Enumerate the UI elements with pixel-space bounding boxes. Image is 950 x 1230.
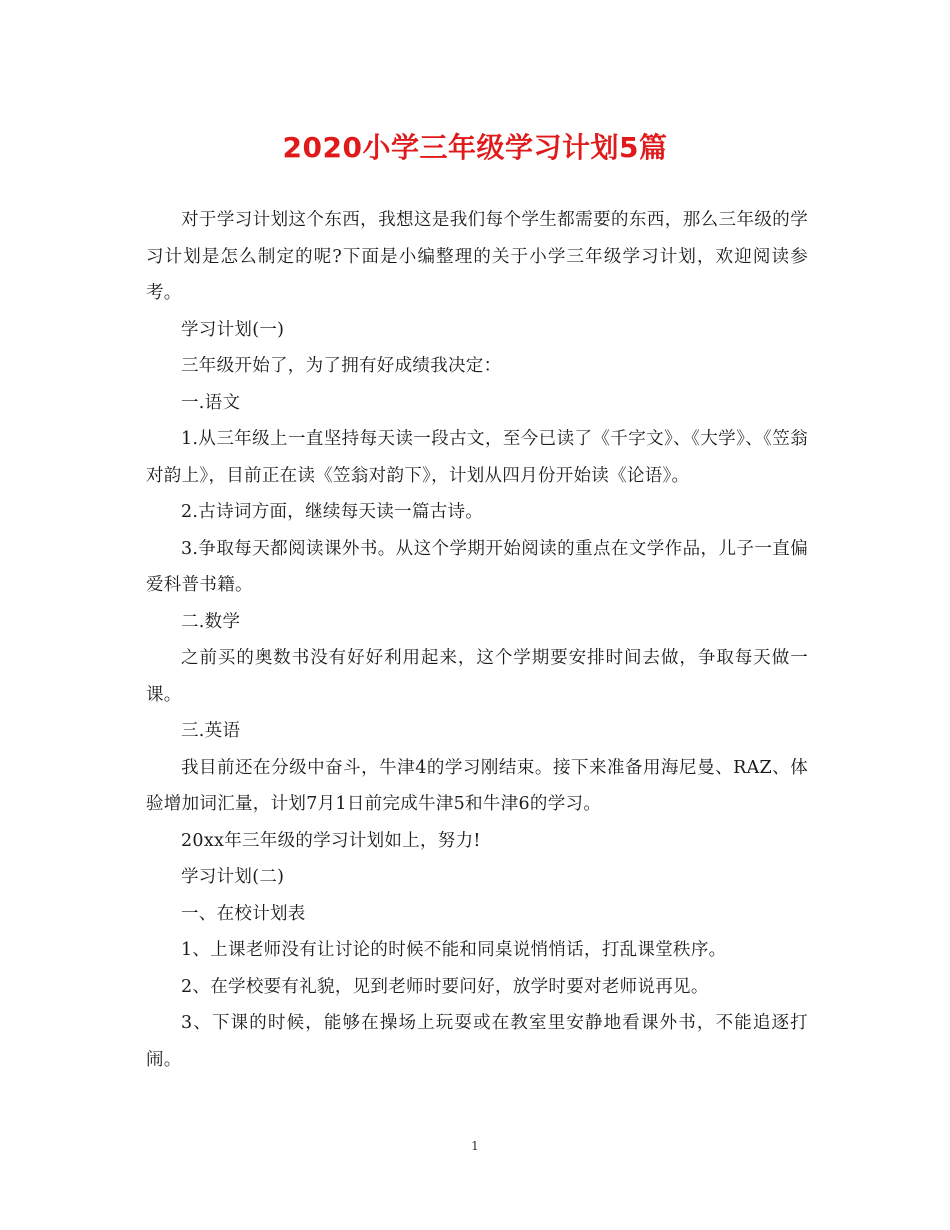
paragraph: 2、在学校要有礼貌，见到老师时要问好，放学时要对老师说再见。 <box>181 976 709 997</box>
paragraph: 三年级开始了，为了拥有好成绩我决定： <box>181 356 502 376</box>
paragraph: 2.古诗词方面，继续每天读一篇古诗。 <box>181 502 484 522</box>
subject-heading-english: 三.英语 <box>181 721 241 741</box>
section-heading-plan-1: 学习计划(一) <box>181 319 285 340</box>
intro-paragraph: 对于学习计划这个东西，我想这是我们每个学生都需要的东西，那么三年级的学习计划是怎么制定的呢?下面是小编整理的关于小学三年级学习计划，欢迎阅读参考。 <box>146 210 808 303</box>
paragraph: 我目前还在分级中奋斗，牛津4的学习刚结束。接下来准备用海尼曼、RAZ、体验增加词汇量，计划7月1日前完成牛津5和牛津6的学习。 <box>146 757 808 814</box>
paragraph: 3、下课的时候，能够在操场上玩耍或在教室里安静地看课外书，不能追逐打闹。 <box>146 1013 808 1070</box>
paragraph: 1.从三年级上一直坚持每天读一段古文，至今已读了《千字文》、《大学》、《笠翁对韵上》，目前正在读《笠翁对韵下》，计划从四月份开始读《论语》。 <box>146 429 808 486</box>
subject-heading-math: 二.数学 <box>181 611 241 632</box>
paragraph: 之前买的奥数书没有好好利用起来，这个学期要安排时间去做，争取每天做一课。 <box>146 648 808 705</box>
document-title: 2020小学三年级学习计划5篇 <box>282 131 668 164</box>
section-heading-plan-2: 学习计划(二) <box>181 867 285 887</box>
paragraph: 20xx年三年级的学习计划如上，努力! <box>181 830 481 851</box>
paragraph: 1、上课老师没有让讨论的时候不能和同桌说悄悄话，打乱课堂秩序。 <box>181 940 727 960</box>
subject-heading-chinese: 一.语文 <box>181 392 241 413</box>
paragraph: 3.争取每天都阅读课外书。从这个学期开始阅读的重点在文学作品，儿子一直偏爱科普书籍。 <box>146 538 808 595</box>
document-body <box>146 202 808 1078</box>
subsection-heading: 一、在校计划表 <box>181 903 306 924</box>
page-number: 1 <box>471 1139 479 1153</box>
